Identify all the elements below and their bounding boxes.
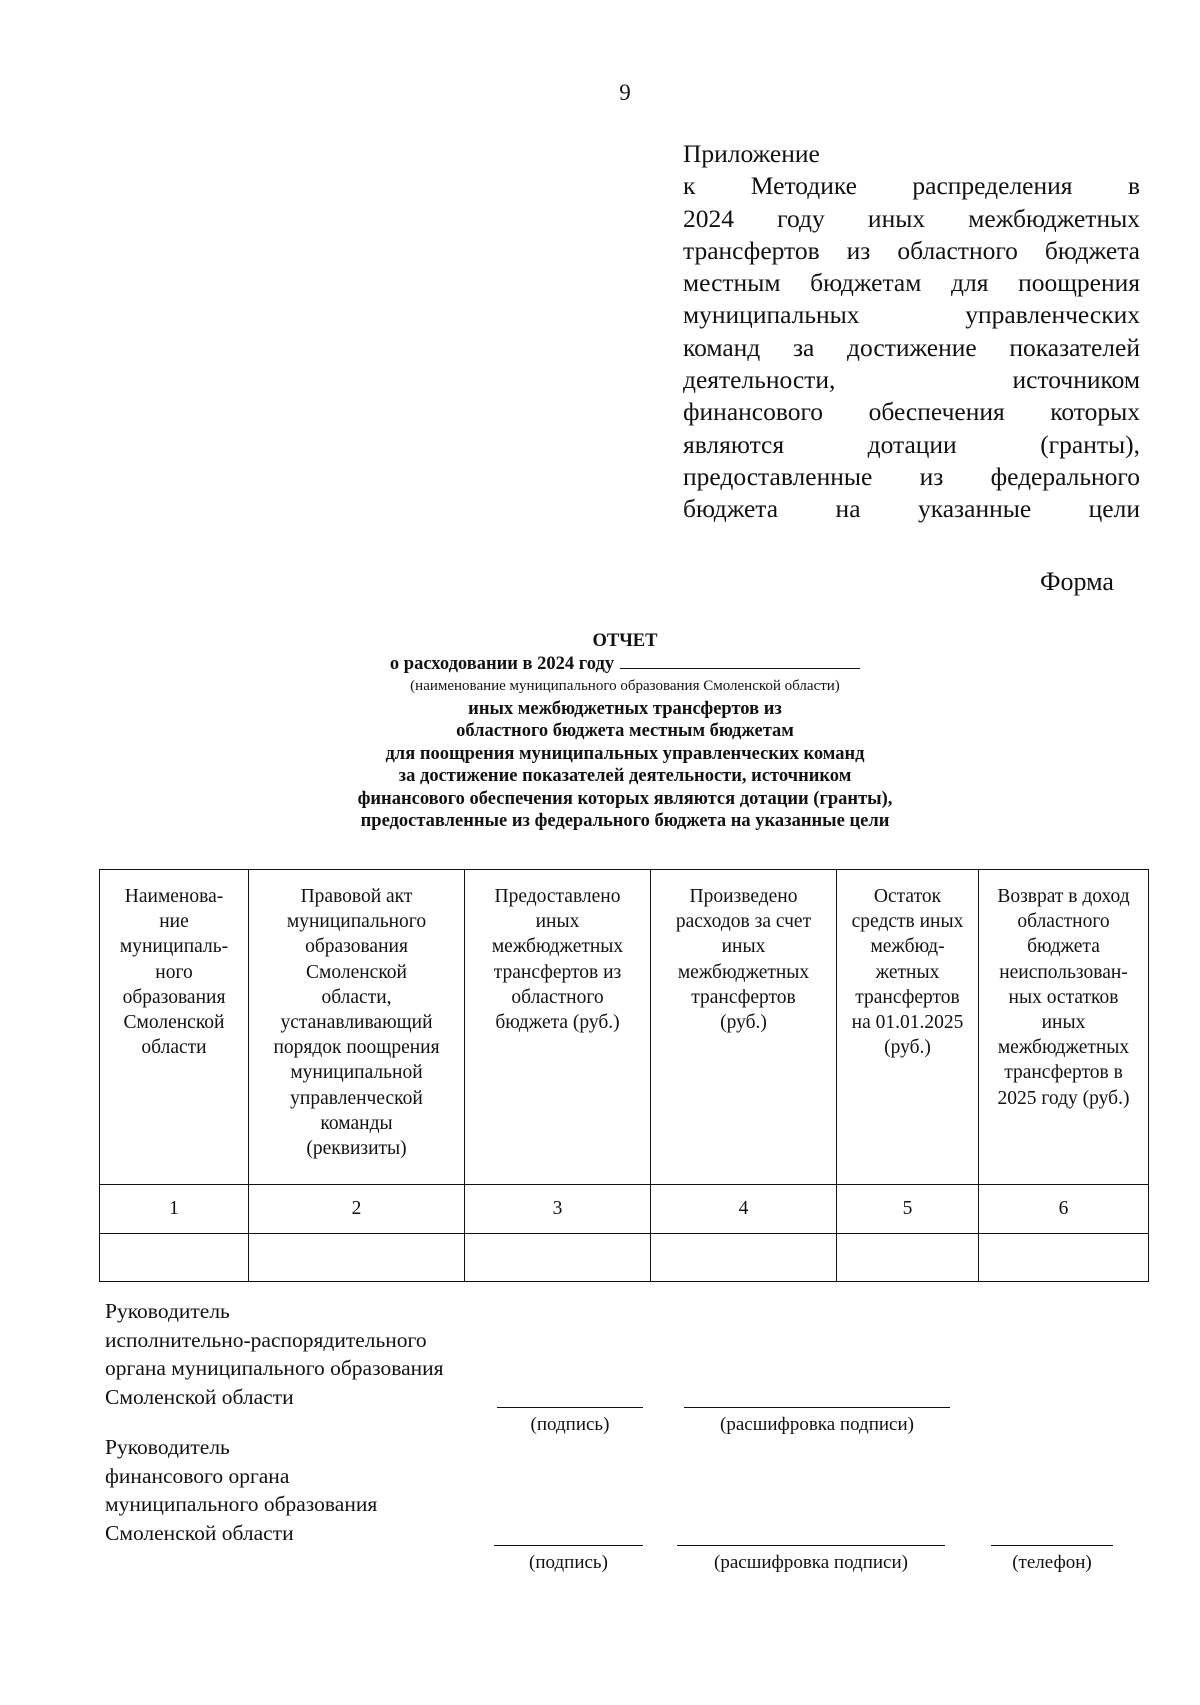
label-line: Смоленской области <box>105 1520 294 1545</box>
report-line: за достижение показателей деятельности, источником <box>398 766 852 786</box>
appendix-line: 2024 году иных межбюджетных <box>683 203 1140 233</box>
appendix-line: к Методике распределения в <box>683 171 1140 201</box>
decoding-line <box>677 1545 945 1546</box>
page-number: 9 <box>619 80 631 105</box>
label-line: Руководитель <box>105 1299 230 1323</box>
header-text-line: иных <box>721 936 766 958</box>
header-cell <box>837 870 979 1185</box>
decoding-caption: (расшифровка подписи) <box>720 1414 914 1435</box>
header-text-line: Смоленской <box>306 961 407 983</box>
header-text-line: муниципаль- <box>119 936 229 958</box>
report-line: финансового обеспечения которых являются дотации (гранты), <box>357 788 893 809</box>
appendix-line: финансового обеспечения которых <box>683 397 1140 427</box>
header-text-line: Предоставлено <box>494 886 621 907</box>
report-line <box>300 653 950 676</box>
header-cell <box>249 870 465 1185</box>
header-text-line: средств иных <box>851 911 964 933</box>
header-text-line: образования <box>122 986 226 1008</box>
column-number-cell: 6 <box>979 1185 1149 1234</box>
report-heading <box>300 630 950 833</box>
header-text-line: муниципального <box>286 911 427 933</box>
table-number-row <box>100 1185 1149 1234</box>
report-line: предоставленные из федерального бюджета на указанные цели <box>360 811 890 831</box>
header-text-line: Смоленской <box>123 1012 225 1034</box>
header-text-line: расходов за счет <box>675 911 812 933</box>
signature-line <box>494 1545 643 1546</box>
header-text-line: ного <box>155 961 193 983</box>
decoding-caption: (расшифровка подписи) <box>714 1552 908 1573</box>
header-text-line: ных остатков <box>1008 986 1119 1008</box>
data-cell <box>100 1234 249 1282</box>
municipality-name-note: (наименование муниципального образования Смоленской области) <box>410 678 840 694</box>
header-text-line: неиспользован- <box>999 961 1128 983</box>
table-row <box>100 1234 1149 1282</box>
header-text-line: Правовой акт <box>300 886 413 907</box>
report-line-text: о расходовании в 2024 году <box>389 653 615 674</box>
header-text-line: (реквизиты) <box>306 1138 407 1160</box>
table-header-row <box>100 870 1149 1185</box>
phone-caption: (телефон) <box>1012 1552 1092 1573</box>
appendix-line: местным бюджетам для поощрения <box>683 268 1140 298</box>
municipality-name-blank <box>620 654 860 669</box>
header-text-line: ние <box>159 911 189 933</box>
header-text-line: на 01.01.2025 <box>851 1012 964 1034</box>
header-text-line: (руб.) <box>720 1012 767 1034</box>
appendix-line: команд за достижение показателей <box>683 332 1140 362</box>
label-line: Смоленской области <box>105 1384 294 1409</box>
signature-line <box>497 1407 643 1408</box>
header-text-line: (руб.) <box>884 1037 931 1059</box>
finance-head-label <box>105 1433 377 1547</box>
header-text-line: бюджета (руб.) <box>495 1012 620 1034</box>
header-text-line: межбюджетных <box>491 936 624 958</box>
header-text-line: межбюджетных <box>677 961 810 983</box>
label-line: финансового органа <box>105 1463 290 1488</box>
label-line: органа муниципального образования <box>105 1356 444 1380</box>
form-label: Форма <box>1040 567 1114 596</box>
header-text-line: области, <box>321 986 392 1008</box>
appendix-line: являются дотации (гранты), <box>683 429 1140 459</box>
executive-head-label <box>105 1297 444 1411</box>
header-text-line: управленческой <box>290 1087 423 1109</box>
header-text-line: межбюд- <box>870 936 945 958</box>
header-text-line: Остаток <box>873 886 942 907</box>
appendix-line: бюджета на указанные цели <box>683 494 1140 524</box>
data-cell <box>651 1234 837 1282</box>
signature-caption: (подпись) <box>530 1414 610 1435</box>
header-text-line: устанавливающий <box>280 1012 433 1034</box>
header-text-line: трансфертов <box>691 986 796 1008</box>
header-cell <box>100 870 249 1185</box>
header-text-line: порядок поощрения <box>273 1037 440 1059</box>
column-number-cell: 5 <box>837 1185 979 1234</box>
header-text-line: области <box>141 1037 207 1059</box>
header-text-line: трансфертов из <box>493 961 622 983</box>
label-line: муниципального образования <box>105 1492 378 1516</box>
report-title: ОТЧЕТ <box>592 631 658 651</box>
phone-line <box>991 1545 1113 1546</box>
header-text-line: иных <box>535 911 580 933</box>
label-line: исполнительно-распорядительного <box>105 1327 427 1352</box>
header-text-line: Наименова- <box>124 886 224 907</box>
appendix-line: предоставленные из федерального <box>683 461 1140 491</box>
header-text-line: 2025 году (руб.) <box>997 1087 1130 1109</box>
data-cell <box>465 1234 651 1282</box>
header-text-line: бюджета <box>1027 936 1100 958</box>
label-line: Руководитель <box>105 1435 230 1459</box>
appendix-line: деятельности, источником <box>683 365 1140 395</box>
report-table <box>99 869 1149 1282</box>
header-text-line: трансфертов в <box>1004 1062 1123 1084</box>
data-cell <box>837 1234 979 1282</box>
appendix-block <box>683 138 1140 526</box>
header-text-line: иных <box>1041 1012 1086 1034</box>
report-line: областного бюджета местным бюджетам <box>456 721 794 741</box>
header-text-line: муниципальной <box>290 1062 423 1084</box>
column-number-cell: 1 <box>100 1185 249 1234</box>
data-cell <box>249 1234 465 1282</box>
column-number-cell: 4 <box>651 1185 837 1234</box>
header-cell <box>465 870 651 1185</box>
header-text-line: Возврат в доход <box>997 886 1130 907</box>
header-text-line: областного <box>511 986 604 1008</box>
header-text-line: жетных <box>875 961 940 983</box>
report-line: для поощрения муниципальных управленческих команд <box>385 743 865 764</box>
header-cell <box>979 870 1149 1185</box>
header-text-line: областного <box>1017 911 1110 933</box>
header-text-line: Произведено <box>689 886 798 907</box>
header-text-line: межбюджетных <box>997 1037 1130 1059</box>
appendix-line: муниципальных управленческих <box>683 300 1140 330</box>
header-text-line: трансфертов <box>855 986 960 1008</box>
header-cell <box>651 870 837 1185</box>
signature-caption: (подпись) <box>529 1552 608 1573</box>
column-number-cell: 3 <box>465 1185 651 1234</box>
header-text-line: команды <box>320 1112 393 1134</box>
appendix-title: Приложение <box>683 139 820 168</box>
appendix-line: трансфертов из областного бюджета <box>683 235 1140 265</box>
decoding-line <box>684 1407 950 1408</box>
data-cell <box>979 1234 1149 1282</box>
header-text-line: образования <box>305 936 408 958</box>
report-line: иных межбюджетных трансфертов из <box>468 698 782 719</box>
column-number-cell: 2 <box>249 1185 465 1234</box>
